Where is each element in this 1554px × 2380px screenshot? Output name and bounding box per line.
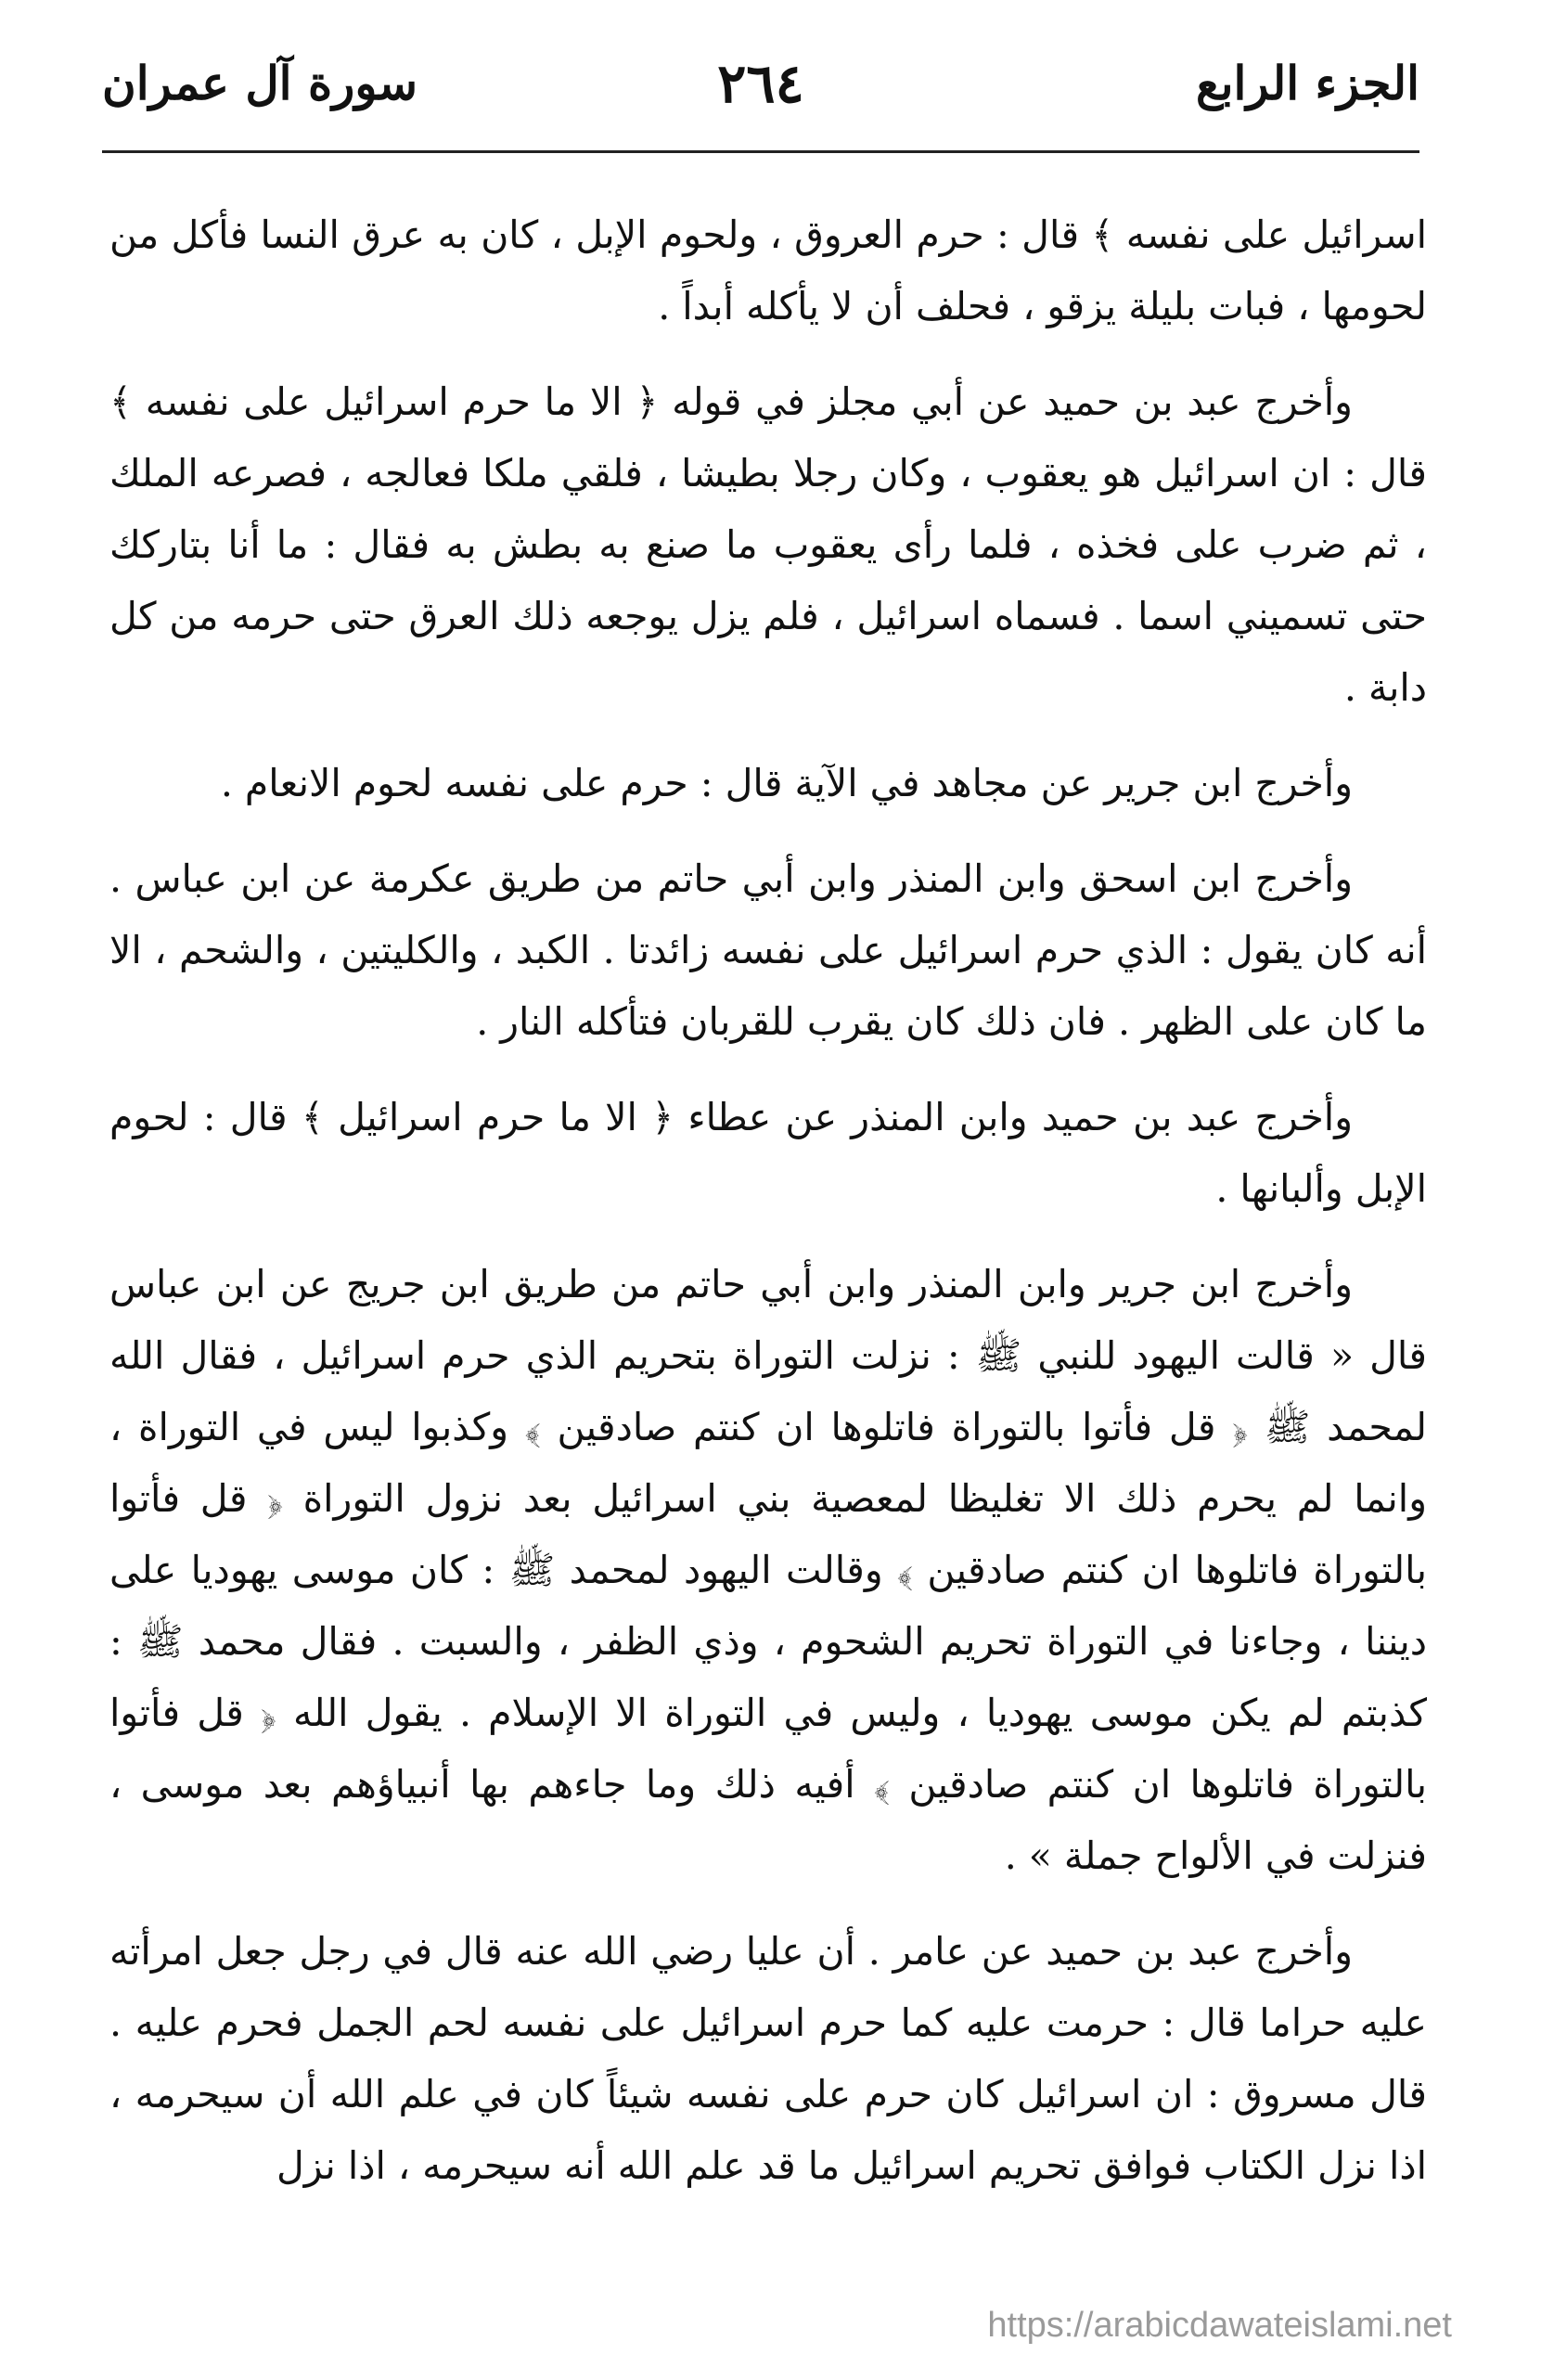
part-label: الجزء الرابع — [1195, 56, 1419, 110]
page-header — [102, 37, 1419, 139]
surah-label: سورة آل عمران — [102, 56, 418, 110]
watermark-url: https://arabicdawateislami.net — [987, 2306, 1452, 2345]
paragraph-7: وأخرج عبد بن حميد عن عامر . أن عليا رضي الله عنه قال في رجل جعل امرأته عليه حراما قال : حرمت عليه كما حرم اسرائيل على نفسه لحم الجمل فحرم عليه . قال مسروق : ان اسرائيل كان حرم على نفسه شيئاً كان في علم الله أن سيحرمه ، اذا نزل الكتاب فوافق تحريم اسرائيل ما قد علم الله أنه سيحرمه ، اذا نزل — [109, 1929, 1427, 2188]
paragraph-5: وأخرج عبد بن حميد وابن المنذر عن عطاء ﴿ الا ما حرم اسرائيل ﴾ قال : لحوم الإبل وألبانها . — [109, 1095, 1427, 1211]
paragraph-2: وأخرج عبد بن حميد عن أبي مجلز في قوله ﴿ الا ما حرم اسرائيل على نفسه ﴾ قال : ان اسرائيل هو يعقوب ، وكان رجلا بطيشا ، فلقي ملكا فعالجه ، فصرعه الملك ، ثم ضرب على فخذه ، فلما رأى يعقوب ما صنع به بطش به فقال : ما أنا بتاركك حتى تسميني اسما . فسماه اسرائيل ، فلم يزل يوجعه ذلك العرق حتى حرمه من كل دابة . — [109, 380, 1427, 710]
page-body — [109, 199, 1427, 2226]
paragraph-4: وأخرج ابن اسحق وابن المنذر وابن أبي حاتم من طريق عكرمة عن ابن عباس . أنه كان يقول : الذي حرم اسرائيل على نفسه زائدتا . الكبد ، والكليتين ، والشحم ، الا ما كان على الظهر . فان ذلك كان يقرب للقربان فتأكله النار . — [109, 856, 1427, 1044]
header-divider — [102, 150, 1419, 153]
paragraph-3: وأخرج ابن جرير عن مجاهد في الآية قال : حرم على نفسه لحوم الانعام . — [220, 761, 1353, 805]
page-number: ٢٦٤ — [717, 52, 804, 115]
paragraph-1: اسرائيل على نفسه ﴾ قال : حرم العروق ، ولحوم الإبل ، كان به عرق النسا فأكل من لحومها ، فبات بليلة يزقو ، فحلف أن لا يأكله أبداً . — [109, 212, 1427, 328]
paragraph-6: وأخرج ابن جرير وابن المنذر وابن أبي حاتم من طريق ابن جريج عن ابن عباس قال « قالت اليهود للنبي ﷺ : نزلت التوراة بتحريم الذي حرم اسرائيل ، فقال الله لمحمد ﷺ ﴿ قل فأتوا بالتوراة فاتلوها ان كنتم صادقين ﴾ وكذبوا ليس في التوراة ، وانما لم يحرم ذلك الا تغليظا لمعصية بني اسرائيل بعد نزول التوراة ﴿ قل فأتوا بالتوراة فاتلوها ان كنتم صادقين ﴾ وقالت اليهود لمحمد ﷺ : كان موسى يهوديا على ديننا ، وجاءنا في التوراة تحريم الشحوم ، وذي الظفر ، والسبت . فقال محمد ﷺ : كذبتم لم يكن موسى يهوديا ، وليس في التوراة الا الإسلام . يقول الله ﴿ قل فأتوا بالتوراة فاتلوها ان كنتم صادقين ﴾ أفيه ذلك وما جاءهم بها أنبياؤهم بعد موسى ، فنزلت في الألواح جملة » . — [109, 1262, 1427, 1878]
